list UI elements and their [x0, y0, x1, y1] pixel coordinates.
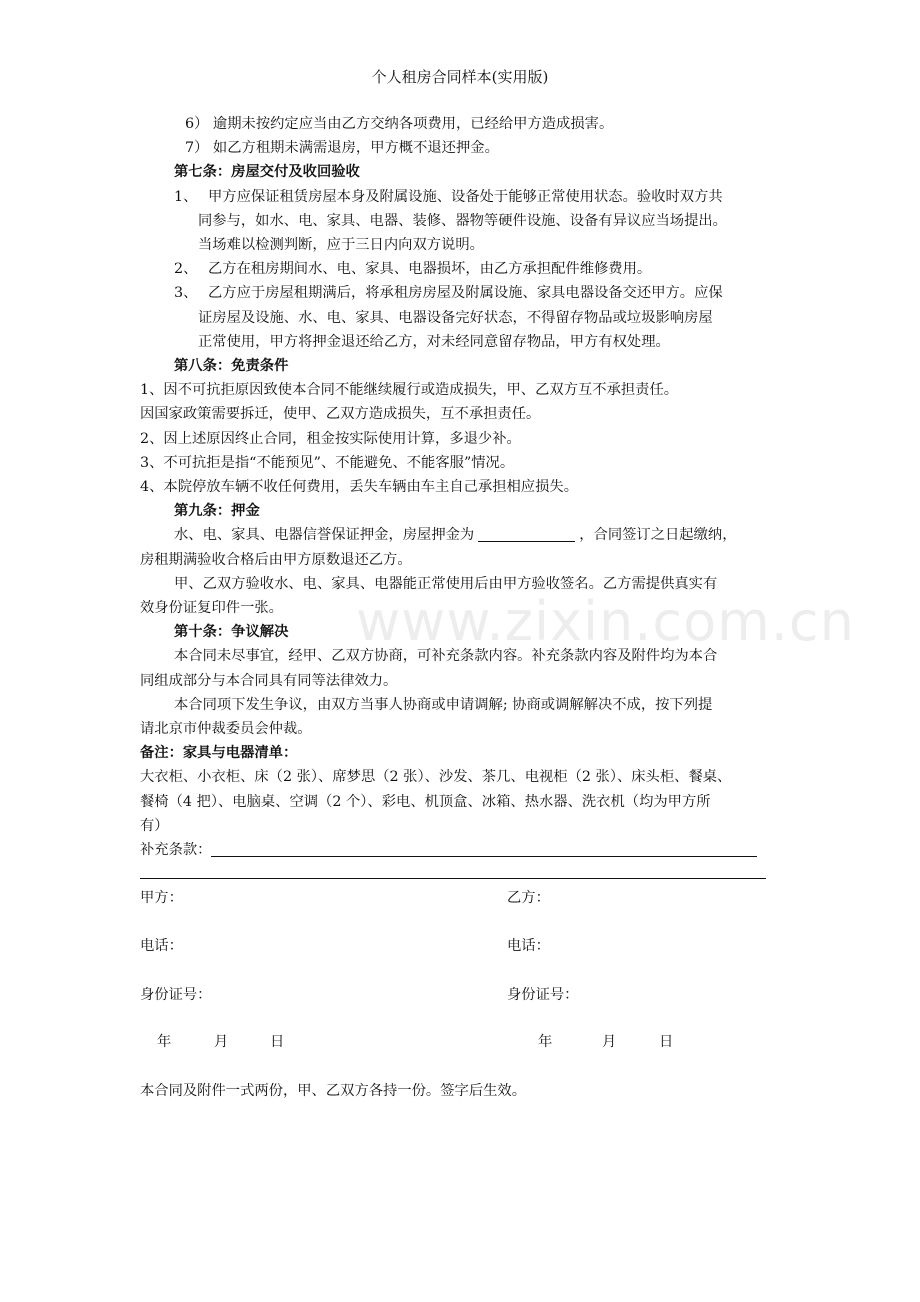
party-a-label: 甲方： [140, 890, 183, 906]
phone-a-label: 电话： [140, 938, 183, 954]
party-b-label: 乙方： [507, 890, 550, 906]
article-8-line-5: 4、本院停放车辆不收任何费用，丢失车辆由车主自己承担相应损失。 [140, 479, 578, 496]
supplement-blank-line-2[interactable] [140, 862, 766, 879]
article-7-title: 第七条：房屋交付及收回验收 [174, 164, 360, 181]
article-8-line-3: 2、因上述原因终止合同，租金按实际使用计算，多退少补。 [140, 430, 521, 447]
watermark: www.zixin.com.cn [356, 590, 855, 653]
supplement-label: 补充条款： [140, 842, 212, 859]
date-b-year: 年 [538, 1034, 553, 1050]
article-9-para-1: 水、电、家具、电器信誉保证押金，房屋押金为 ，合同签订之日起缴纳， [174, 527, 737, 544]
furniture-list-line-1: 大衣柜、小衣柜、床（2 张）、席梦思（2 张）、沙发、茶几、电视柜（2 张）、床头柜、餐桌、 [140, 769, 732, 786]
article-8-line-2: 因国家政策需要拆迁，使甲、乙双方造成损失，互不承担责任。 [140, 406, 541, 423]
date-b-month: 月 [602, 1034, 617, 1050]
article-10-para-1: 本合同未尽事宜，经甲、乙双方协商，可补充条款内容。补充条款内容及附件均为本合 [174, 648, 718, 665]
item-number: 1、 [174, 188, 198, 205]
document-title: 个人租房合同样本(实用版) [371, 68, 549, 86]
clause-item-6: 6） 逾期未按约定应当由乙方交纳各项费用，已经给甲方造成损害。 [185, 116, 614, 132]
deposit-amount-blank[interactable] [478, 525, 575, 542]
closing-statement: 本合同及附件一式两份，甲、乙双方各持一份。签字后生效。 [140, 1083, 527, 1099]
date-a-year: 年 [157, 1034, 172, 1050]
item-number: 2、 [174, 261, 198, 278]
article-8-line-1: 1、因不可抗拒原因致使本合同不能继续履行或造成损失，甲、乙双方互不承担责任。 [140, 382, 679, 399]
article-10-title: 第十条：争议解决 [174, 624, 289, 641]
article-9-para-2: 甲、乙双方验收水、电、家具、电器能正常使用后由甲方验收签名。乙方需提供真实有 [174, 575, 718, 592]
contract-body: 6） 逾期未按约定应当由乙方交纳各项费用，已经给甲方造成损害。 7） 如乙方租期未满需退房，甲方概不退还押金。 第七条：房屋交付及收回验收 1、 甲方应保证租赁房屋本身及附属设施、设备处于能够正常使用状态。验收时双方共 同参与，如水、电、家具、电器、装修、器物等硬件设施、设备有异议应当场提出。 当场难以检测判断，应于三日内向双方说明。 2、 乙方在租房期间水、电、家具、电器损坏，由乙方承担配件维修费用。 3、 乙方应于房屋租期满后，将承租房房屋及附属设施、家具电器设备交还甲方。应保 证房屋及设施、水、电、家具、电器设备完好状态，不得留存物品或垃圾影响房屋 正常使用，甲方将押金退还给乙方，对未经同意留存物品，甲方有权处理。 第八条：免责条件 1、因不可抗拒原因致使本合同不能继续履行或造成损失，甲、乙双方互不承担责任。 因国家政策需要拆迁，使甲、乙双方造成损失，互不承担责任。 2、因上述原因终止合同，租金按实际使用计算，多退少补。 3、不可抗拒是指“不能预见”、不能避免、不能客服”情况。 4、本院停放车辆不收任何费用，丢失车辆由车主自己承担相应损失。 第九条：押金 水、电、家具、电器信誉保证押金，房屋押金为 ，合同签订之日起缴纳， 房租期满验收合格后由甲方原数退还乙方。 甲、乙双方验收水、电、家具、电器能正常使用后由甲方验收签名。乙方需提供真实有 效身份证复印件一张。 第十条：争议解决 本合同未尽事宜，经甲、乙双方协商，可补充条款内容。补充条款内容及附件均为本合 同组成部分与本合同具有同等法律效力。 本合同项下发生争议，由双方当事人协商或申请调解; 协商或调解解决不成，按下列提 请北京市仲裁委员会仲裁。 备注：家具与电器清单： 大衣柜、小衣柜、床（2 张）、席梦思（2 张）、沙发、茶几、电视柜（2 张）、床头柜、餐桌、 餐椅（4 把）、电脑桌、空调（2 个）、彩电、机顶盒、冰箱、热水器、洗衣机（均为甲方所 有） 补充条款： [140, 112, 780, 879]
note-title: 备注：家具与电器清单： [140, 745, 298, 762]
date-a-day: 日 [270, 1034, 285, 1050]
item-number: 3、 [174, 285, 198, 302]
article-9-title: 第九条：押金 [174, 503, 260, 520]
supplement-blank[interactable] [211, 840, 757, 857]
article-8-line-4: 3、不可抗拒是指“不能预见”、不能避免、不能客服”情况。 [140, 454, 515, 471]
article-7-item-3: 3、 乙方应于房屋租期满后，将承租房房屋及附属设施、家具电器设备交还甲方。应保 [140, 281, 780, 305]
article-8-title: 第八条：免责条件 [174, 358, 289, 375]
id-a-label: 身份证号： [140, 987, 212, 1003]
article-10-para-2: 本合同项下发生争议，由双方当事人协商或申请调解; 协商或调解解决不成，按下列提 [174, 696, 713, 713]
id-b-label: 身份证号： [507, 987, 579, 1003]
furniture-list-line-2: 餐椅（4 把）、电脑桌、空调（2 个）、彩电、机顶盒、冰箱、热水器、洗衣机（均为甲方所 [140, 793, 711, 810]
supplement-row [140, 838, 780, 862]
furniture-list-line-3: 有） [140, 817, 169, 834]
date-a-month: 月 [214, 1034, 229, 1050]
phone-b-label: 电话： [507, 938, 550, 954]
article-7-item-2: 2、 乙方在租房期间水、电、家具、电器损坏，由乙方承担配件维修费用。 [140, 257, 780, 281]
date-b-day: 日 [659, 1034, 674, 1050]
article-7-item-1: 1、 甲方应保证租赁房屋本身及附属设施、设备处于能够正常使用状态。验收时双方共 [140, 185, 780, 209]
clause-item-7: 7） 如乙方租期未满需退房，甲方概不退还押金。 [185, 140, 499, 157]
